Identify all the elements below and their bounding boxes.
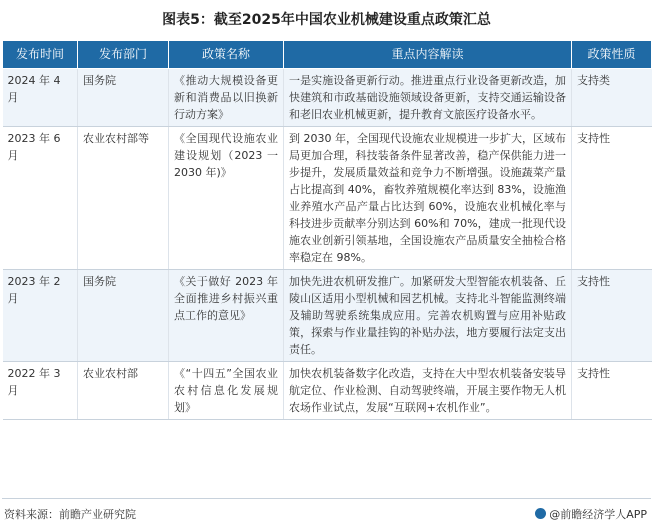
- policy-table: [2, 40, 652, 420]
- cell-dept: 农业农村部: [78, 362, 169, 420]
- footer: [0, 502, 653, 526]
- col-header-content: 重点内容解读: [284, 41, 572, 69]
- cell-content: 一是实施设备更新行动。推进重点行业设备更新改造，加快建筑和市政基础设施领域设备更新，支持交通运输设备和老旧农业机械更新，提升教育文旅医疗设备水平。: [284, 69, 572, 127]
- cell-dept: 农业农村部等: [78, 127, 169, 270]
- cell-dept: 国务院: [78, 270, 169, 362]
- cell-dept: 国务院: [78, 69, 169, 127]
- cell-policy-name: 《推动大规模设备更新和消费品以旧换新行动方案》: [169, 69, 284, 127]
- chart-title: 图表5：截至2025年中国农业机械建设重点政策汇总: [162, 12, 491, 28]
- cell-time: 2023 年 2 月: [3, 270, 78, 362]
- table-row: [3, 69, 652, 127]
- cell-time: 2022 年 3 月: [3, 362, 78, 420]
- cell-content: 加快先进农机研发推广。加紧研发大型智能农机装备、丘陵山区适用小型机械和园艺机械。支持北斗智能监测终端及辅助驾驶系统集成应用。完善农机购置与应用补贴政策，探索与作业量挂钩的补贴办法，地方要履行法定支出责任。: [284, 270, 572, 362]
- col-header-name: 政策名称: [169, 41, 284, 69]
- cell-policy-name: 《全国现代设施农业建设规划（2023 一 2030 年)》: [169, 127, 284, 270]
- cell-time: 2023 年 6 月: [3, 127, 78, 270]
- source-note: 资料来源：前瞻产业研究院: [4, 508, 136, 521]
- table-row: [3, 270, 652, 362]
- cell-content: 加快农机装备数字化改造，支持在大中型农机装备安装导航定位、作业检测、自动驾驶终端，开展主要作物无人机农场作业试点，发展“互联网+农机作业”。: [284, 362, 572, 420]
- brand-logo-icon: [535, 508, 546, 519]
- cell-nature: 支持性: [572, 127, 652, 270]
- table-header-row: [3, 41, 652, 69]
- cell-policy-name: 《关于做好 2023 年全面推进乡村振兴重点工作的意见》: [169, 270, 284, 362]
- cell-nature: 支持类: [572, 69, 652, 127]
- cell-policy-name: 《“十四五”全国农业农村信息化发展规划》: [169, 362, 284, 420]
- col-header-time: 发布时间: [3, 41, 78, 69]
- cell-nature: 支持性: [572, 362, 652, 420]
- table-row: [3, 362, 652, 420]
- brand-label: @前瞻经济学人APP: [549, 508, 647, 521]
- cell-time: 2024 年 4 月: [3, 69, 78, 127]
- footer-divider: [2, 498, 651, 499]
- cell-content: 到 2030 年，全国现代设施农业规模进一步扩大，区域布局更加合理，科技装备条件显著改善，稳产保供能力进一步提升，发展质量效益和竞争力不断增强。设施蔬菜产量占比提高到 40%，畜牧养殖规模化率达到 83%，设施渔业养殖水产品产量占比达到 60%，设施农业机械化率与科技进步贡献率分别达到 60%和 70%，建成一批现代设施农业创新引领基地，全国设施农产品质量安全抽检合格率稳定在 98%。: [284, 127, 572, 270]
- col-header-dept: 发布部门: [78, 41, 169, 69]
- cell-nature: 支持性: [572, 270, 652, 362]
- table-row: [3, 127, 652, 270]
- col-header-nature: 政策性质: [572, 41, 652, 69]
- brand-credit: [535, 506, 647, 522]
